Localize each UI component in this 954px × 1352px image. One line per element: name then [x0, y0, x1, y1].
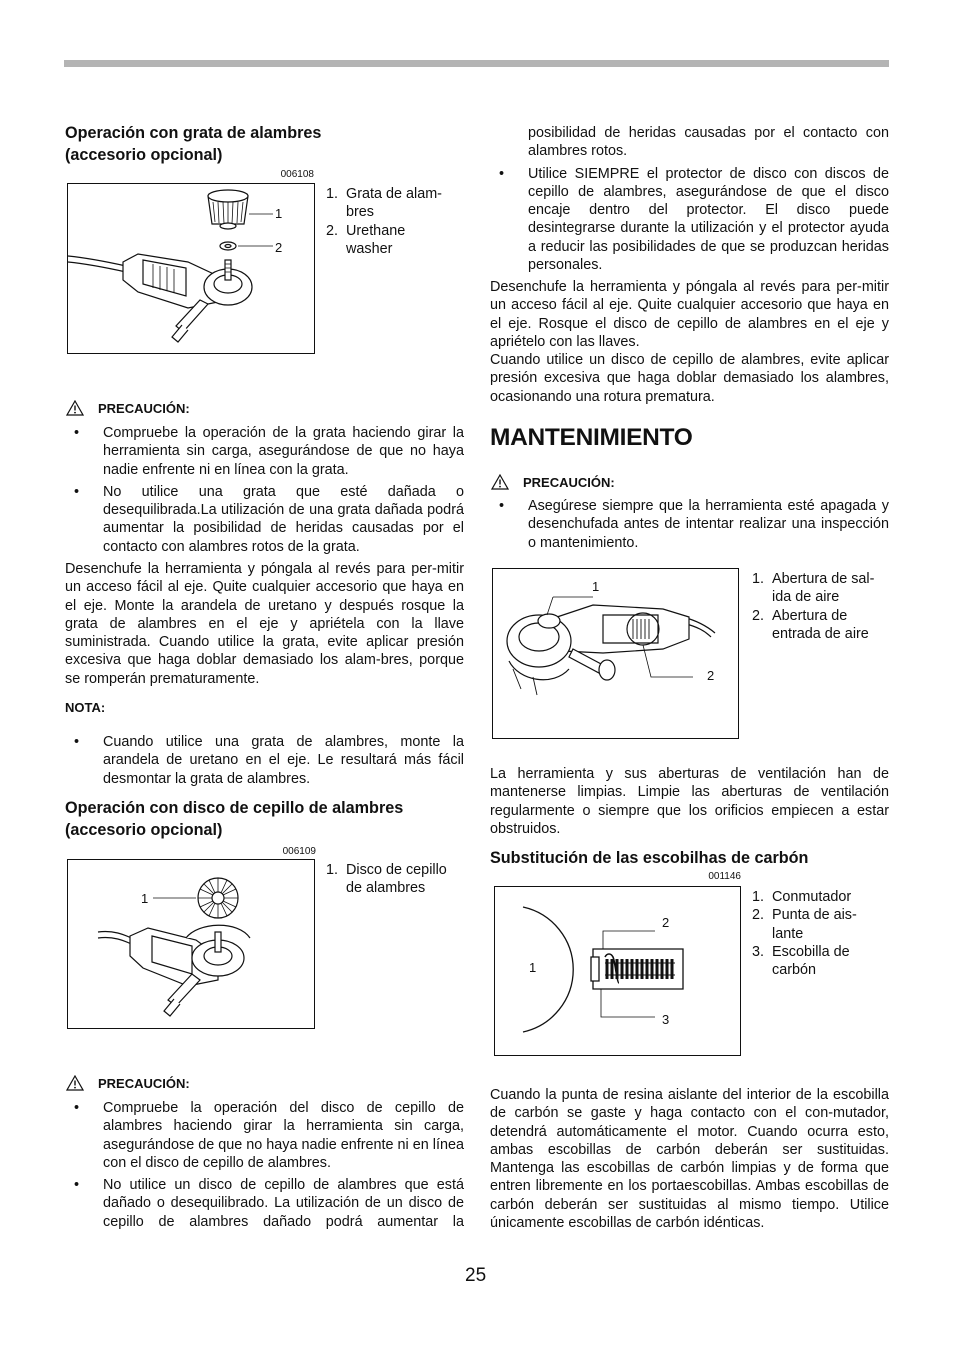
- bullet-item: • Utilice SIEMPRE el protector de disco con discos de cepillo de alambres, asegurándose de que el disco encaje dentro del protector. El disco puede desintegrarse durante la utilización y el protector ayuda a reducir las posibilidades de que se produzcan heridas personales.: [499, 165, 889, 274]
- bullet-item: • No utilice un disco de cepillo de alambres que está dañado o desequilibrado. La utilización de un disco de cepillo de alambres dañado podrá aumentar la: [74, 1177, 464, 1230]
- section-title-carbon-brushes: Substitución de las escobilhas de carbón: [490, 849, 809, 867]
- bullet-item: • Compruebe la operación del disco de cepillo de alambres haciendo girar la herramienta sin carga, asegurándose de que no haya nadie enfrente ni en línea con el disco de cepillo de alambres.: [74, 1100, 464, 1171]
- figure-legend: [326, 861, 466, 898]
- legend-item: entrada de aire: [772, 625, 869, 642]
- callout-1: 1: [141, 891, 149, 906]
- caution-label: PRECAUCIÓN:: [523, 474, 615, 490]
- figure-wire-wheel: [67, 183, 315, 354]
- warning-triangle-icon: [66, 400, 84, 416]
- bullet-item: • Compruebe la operación de la grata haciendo girar la herramienta sin carga, asegurándose de que no haya nadie enfrente ni en línea con la grata.: [74, 425, 464, 478]
- callout-1: 1: [529, 960, 537, 975]
- figure-carbon-brush: [494, 886, 741, 1056]
- continued-bullets: [490, 124, 889, 274]
- figure-legend: [752, 570, 892, 643]
- legend-item: 2. Urethane: [326, 222, 406, 239]
- note-bullets: [65, 733, 464, 788]
- figure-code: 006108: [280, 169, 314, 180]
- section-title-line2: (accesorio opcional): [65, 145, 223, 164]
- bullet-item-continued: posibilidad de heridas causadas por el contacto con alambres rotos.: [528, 125, 889, 160]
- callout-3: 3: [662, 1012, 670, 1027]
- bullet-item: • No utilice una grata que esté dañada o desequilibrada.La utilización de una grata dañada podrá aumentar la posibilidad de heridas causadas por el contacto con alambres rotos de la grata.: [74, 483, 464, 555]
- callout-2: 2: [707, 668, 715, 683]
- header-rule: [64, 60, 889, 67]
- legend-item: ida de aire: [772, 589, 840, 606]
- callout-2: 2: [662, 915, 670, 930]
- grinder-with-wire-disc-illustration: [68, 860, 313, 1027]
- legend-item: 1. Grata de alam-: [326, 186, 442, 202]
- callout-2: 2: [275, 240, 283, 255]
- caution-label: PRECAUCIÓN:: [98, 400, 190, 416]
- warning-triangle-icon: [66, 1075, 84, 1091]
- maintenance-title: MANTENIMIENTO: [490, 424, 693, 451]
- callout-1: 1: [275, 206, 283, 221]
- legend-item: 2. Punta de ais-: [752, 907, 857, 924]
- paragraph-carbon-brushes: Cuando la punta de resina aislante del interior de la escobilla de carbón se gaste y haga contacto con el con-mutador, detendrá automáticamente el motor. Cuando ocurra esto, ambas escobillas de carbón deberán ser sustituidas. Mantenga las escobillas de carbón limpias y de forma que entren libremente en los portaescobillas. Ambas escobillas de carbón deberán ser sustituidas al mismo tiempo. Utilice únicamente escobillas de carbón idénticas.: [490, 1087, 889, 1232]
- legend-item: bres: [346, 204, 374, 221]
- legend-item: 2. Abertura de: [752, 607, 848, 624]
- section-title-line1: Operación con disco de cepillo de alambres: [65, 799, 404, 817]
- caution-heading: [66, 1075, 190, 1091]
- grinder-ventilation-illustration: [493, 569, 737, 737]
- section-title-line1: Operación con grata de alambres: [65, 124, 322, 142]
- bullet-item: • Cuando utilice una grata de alambres, monte la arandela de uretano en el eje. Le resultará más fácil desmontar la grata de alambres.: [74, 734, 464, 787]
- caution-label: PRECAUCIÓN:: [98, 1075, 190, 1091]
- paragraph-mounting-disc: Desenchufe la herramienta y póngala al revés para per-mitir un acceso fácil al eje. Quite cualquier accesorio que haya en el eje. Rosque el disco de cepillo de alambres en el eje y apriételo con las llaves.: [490, 279, 889, 350]
- note-label: NOTA:: [65, 700, 106, 715]
- figure-code: 001146: [708, 871, 741, 882]
- caution-bullets: [65, 1099, 464, 1231]
- legend-item: lante: [772, 925, 804, 942]
- figure-ventilation: [492, 568, 739, 739]
- section-title-line2: (accesorio opcional): [65, 820, 223, 839]
- figure-legend: [752, 888, 892, 979]
- page-number: 25: [465, 1265, 487, 1286]
- paragraph-pressure: Cuando utilice un disco de cepillo de alambres, evite aplicar presión excesiva que haga doblar demasiado los alambres, ocasionando una rotura prematura.: [490, 352, 889, 405]
- figure-code: 006109: [282, 846, 316, 857]
- figure-legend: [326, 185, 466, 258]
- section-title-wire-brush: [65, 798, 465, 841]
- legend-item: 1. Abertura de sal-: [752, 571, 875, 587]
- figure-wire-brush: [67, 859, 315, 1029]
- legend-item: washer: [346, 240, 393, 257]
- legend-item: de alambres: [346, 880, 426, 897]
- paragraph-mounting: Desenchufe la herramienta y póngala al revés para per-mitir un acceso fácil al eje. Quite cualquier accesorio que haya en el eje. Monte la arandela de uretano y después rosque la grata de alambres en el eje y apriétela con la llave suministrada. Cuando utilice la grata, evite aplicar presión excesiva que haga doblar demasiado los alam-bres, porque se romperán prematuramente.: [65, 561, 464, 687]
- caution-heading: [66, 400, 190, 416]
- caution-bullets: [490, 497, 889, 552]
- warning-triangle-icon: [491, 474, 509, 490]
- paragraph-ventilation: La herramienta y sus aberturas de ventilación han de mantenerse limpias. Limpie las aberturas de ventilación regularmente o siempre que los orificios empiecen a estar obstruidos.: [490, 766, 889, 837]
- caution-heading: [491, 474, 615, 490]
- legend-item: carbón: [772, 962, 817, 979]
- section-title-wire-wheel: [65, 123, 465, 166]
- legend-item: 1. Conmutador: [752, 889, 852, 905]
- legend-item: 3. Escobilla de: [752, 943, 850, 960]
- legend-item: 1. Disco de cepillo: [326, 862, 447, 878]
- callout-1: 1: [592, 579, 600, 594]
- caution-bullets: [65, 424, 464, 556]
- bullet-item: • Asegúrese siempre que la herramienta esté apagada y desenchufada antes de intentar realizar una inspección o mantenimiento.: [499, 498, 889, 551]
